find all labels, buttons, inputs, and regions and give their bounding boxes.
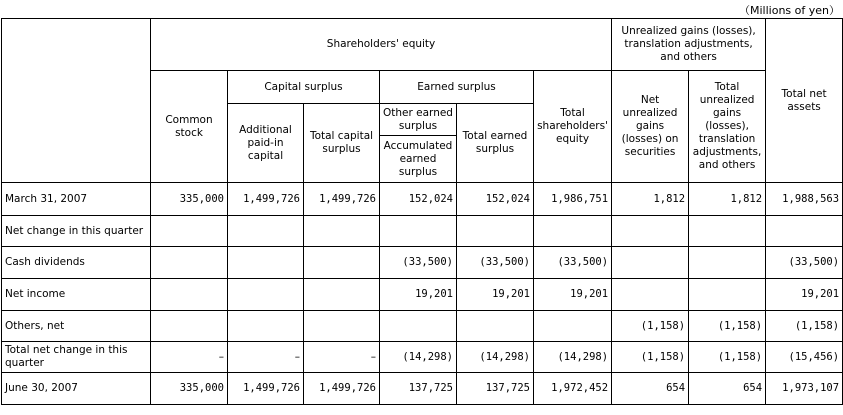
header-row-1 — [2, 19, 843, 71]
cell-value: (33,500) — [380, 247, 457, 279]
cell-value: 152,024 — [457, 183, 534, 216]
header-total-shareholders-equity: Total shareholders' equity — [534, 71, 612, 183]
header-shareholders-equity: Shareholders' equity — [151, 19, 612, 71]
cell-value — [304, 279, 380, 311]
table-row — [2, 373, 843, 405]
cell-value — [380, 311, 457, 342]
cell-value — [612, 216, 689, 247]
header-total-unrealized: Total unrealized gains (losses), translation adjustments, and others — [689, 71, 766, 183]
cell-value: (1,158) — [612, 311, 689, 342]
cell-value: 152,024 — [380, 183, 457, 216]
cell-value: 1,986,751 — [534, 183, 612, 216]
cell-value: (14,298) — [457, 342, 534, 373]
cell-value — [457, 311, 534, 342]
cell-value: 19,201 — [457, 279, 534, 311]
cell-value: 137,725 — [380, 373, 457, 405]
cell-value — [380, 216, 457, 247]
cell-value — [689, 216, 766, 247]
row-label: Net change in this quarter — [2, 216, 151, 247]
unit-label: （Millions of yen） — [739, 4, 840, 17]
table-row — [2, 183, 843, 216]
cell-value: (15,456) — [766, 342, 843, 373]
cell-value: (14,298) — [380, 342, 457, 373]
cell-value — [304, 216, 380, 247]
header-common-stock: Common stock — [151, 71, 228, 183]
cell-value — [457, 216, 534, 247]
cell-value: 335,000 — [151, 373, 228, 405]
header-earned-surplus: Earned surplus — [380, 71, 534, 104]
equity-statement-table — [1, 18, 843, 405]
header-total-earned-surplus: Total earned surplus — [457, 104, 534, 183]
cell-value — [151, 279, 228, 311]
header-capital-surplus: Capital surplus — [228, 71, 380, 104]
cell-value: (1,158) — [766, 311, 843, 342]
cell-value — [689, 247, 766, 279]
cell-value — [534, 311, 612, 342]
cell-value — [228, 216, 304, 247]
header-corner — [2, 19, 151, 183]
cell-value: (33,500) — [534, 247, 612, 279]
cell-value: 19,201 — [766, 279, 843, 311]
row-label: Cash dividends — [2, 247, 151, 279]
cell-value: 335,000 — [151, 183, 228, 216]
cell-value — [228, 311, 304, 342]
cell-value — [228, 279, 304, 311]
cell-value: 137,725 — [457, 373, 534, 405]
cell-value: 1,812 — [689, 183, 766, 216]
cell-value — [151, 216, 228, 247]
cell-value: 1,973,107 — [766, 373, 843, 405]
header-additional-paid-in: Additional paid-in capital — [228, 104, 304, 183]
row-label: Net income — [2, 279, 151, 311]
row-label: Others, net — [2, 311, 151, 342]
cell-value: (1,158) — [689, 311, 766, 342]
cell-value: – — [151, 342, 228, 373]
table-row — [2, 216, 843, 247]
table-row — [2, 342, 843, 373]
cell-value: 1,972,452 — [534, 373, 612, 405]
cell-value: (33,500) — [766, 247, 843, 279]
cell-value: 654 — [689, 373, 766, 405]
cell-value: (1,158) — [612, 342, 689, 373]
cell-value — [304, 311, 380, 342]
cell-value: (33,500) — [457, 247, 534, 279]
cell-value: 1,499,726 — [304, 373, 380, 405]
cell-value — [689, 279, 766, 311]
cell-value: – — [304, 342, 380, 373]
table-row — [2, 247, 843, 279]
cell-value: (14,298) — [534, 342, 612, 373]
cell-value — [612, 247, 689, 279]
cell-value: – — [228, 342, 304, 373]
header-other-earned-surplus: Other earned surplus — [380, 104, 457, 136]
cell-value: (1,158) — [689, 342, 766, 373]
cell-value: 1,499,726 — [228, 373, 304, 405]
cell-value: 1,499,726 — [304, 183, 380, 216]
header-total-capital-surplus: Total capital surplus — [304, 104, 380, 183]
cell-value — [304, 247, 380, 279]
header-unrealized-group: Unrealized gains (losses), translation adjustments, and others — [612, 19, 766, 71]
header-total-net-assets: Total net assets — [766, 19, 843, 183]
table-row — [2, 279, 843, 311]
cell-value — [534, 216, 612, 247]
cell-value — [612, 279, 689, 311]
cell-value — [228, 247, 304, 279]
header-net-unrealized: Net unrealized gains (losses) on securities — [612, 71, 689, 183]
row-label: March 31, 2007 — [2, 183, 151, 216]
table-row — [2, 311, 843, 342]
cell-value — [151, 247, 228, 279]
cell-value: 1,812 — [612, 183, 689, 216]
header-accumulated-earned-surplus: Accumulated earned surplus — [380, 136, 457, 183]
row-label: Total net change in this quarter — [2, 342, 151, 373]
cell-value: 1,499,726 — [228, 183, 304, 216]
cell-value: 19,201 — [534, 279, 612, 311]
cell-value: 19,201 — [380, 279, 457, 311]
cell-value: 654 — [612, 373, 689, 405]
row-label: June 30, 2007 — [2, 373, 151, 405]
cell-value: 1,988,563 — [766, 183, 843, 216]
cell-value — [151, 311, 228, 342]
cell-value — [766, 216, 843, 247]
